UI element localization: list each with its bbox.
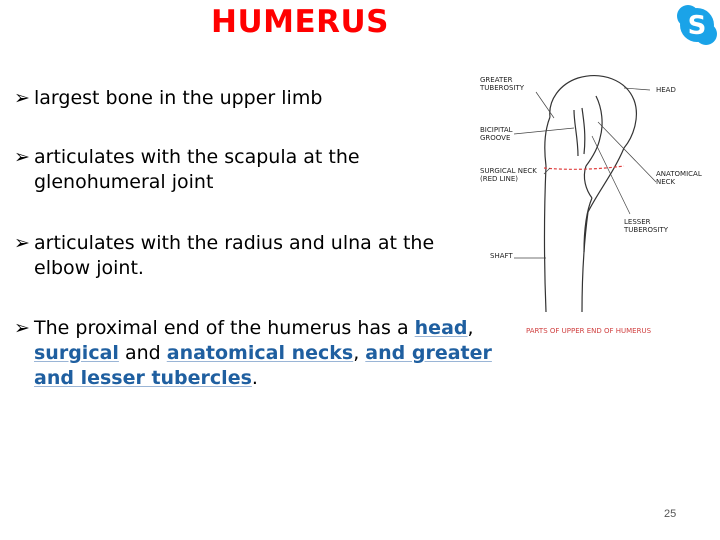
bullet-line bbox=[34, 366, 492, 391]
arrow-bullet-icon: ➢ bbox=[14, 146, 30, 168]
humerus-bone-drawing bbox=[474, 62, 714, 342]
humerus-diagram bbox=[474, 62, 714, 342]
keyword-text: and greater bbox=[365, 342, 492, 364]
arrow-bullet-icon: ➢ bbox=[14, 232, 30, 254]
bullet-text-segment: The proximal end of the humerus has a bbox=[34, 317, 415, 339]
page-number: 25 bbox=[664, 508, 677, 520]
bullet-4-text bbox=[34, 316, 492, 391]
label-lesser-tuberosity: LESSER TUBEROSITY bbox=[624, 218, 669, 234]
bullet-line bbox=[34, 145, 360, 170]
bullet-text-segment: , bbox=[353, 342, 366, 364]
bullet-text-segment: articulates with the scapula at the bbox=[34, 146, 360, 168]
bullet-1-text bbox=[34, 86, 322, 111]
bullet-text-segment: . bbox=[251, 367, 258, 389]
label-greater-tuberosity: GREATER TUBEROSITY bbox=[480, 76, 525, 92]
bullet-text-segment: and bbox=[118, 342, 167, 364]
bullet-text-segment: elbow joint. bbox=[34, 257, 144, 279]
bullet-2-text bbox=[34, 145, 360, 195]
keyword-text: surgical bbox=[34, 342, 119, 364]
bullet-line bbox=[34, 170, 360, 195]
figure-caption: PARTS OF UPPER END OF HUMERUS bbox=[526, 327, 652, 335]
skype-logo-icon bbox=[675, 3, 719, 47]
label-surgical-neck: SURGICAL NECK (RED LINE) bbox=[480, 167, 537, 183]
bullet-line bbox=[34, 86, 322, 111]
bullet-line bbox=[34, 316, 492, 341]
arrow-bullet-icon: ➢ bbox=[14, 317, 30, 339]
bullet-text-segment: , bbox=[467, 317, 474, 339]
bullet-3-text bbox=[34, 231, 434, 281]
arrow-bullet-icon: ➢ bbox=[14, 87, 30, 109]
keyword-text: anatomical necks bbox=[166, 342, 354, 364]
bullet-line bbox=[34, 231, 434, 256]
slide-title: HUMERUS bbox=[211, 4, 390, 40]
bullet-text-segment: largest bone in the upper limb bbox=[34, 87, 323, 109]
label-bicipital-groove: BICIPITAL GROOVE bbox=[480, 126, 513, 142]
keyword-text: head bbox=[414, 317, 468, 339]
label-shaft: SHAFT bbox=[490, 252, 513, 260]
keyword-text: and lesser tubercles bbox=[34, 367, 252, 389]
label-anatomical-neck: ANATOMICAL NECK bbox=[656, 170, 702, 186]
bullet-line bbox=[34, 256, 434, 281]
bullet-text-segment: articulates with the radius and ulna at the bbox=[34, 232, 435, 254]
label-head: HEAD bbox=[656, 86, 676, 94]
bullet-text-segment: glenohumeral joint bbox=[34, 171, 214, 193]
bullet-line bbox=[34, 341, 492, 366]
svg-text:S: S bbox=[687, 11, 707, 41]
